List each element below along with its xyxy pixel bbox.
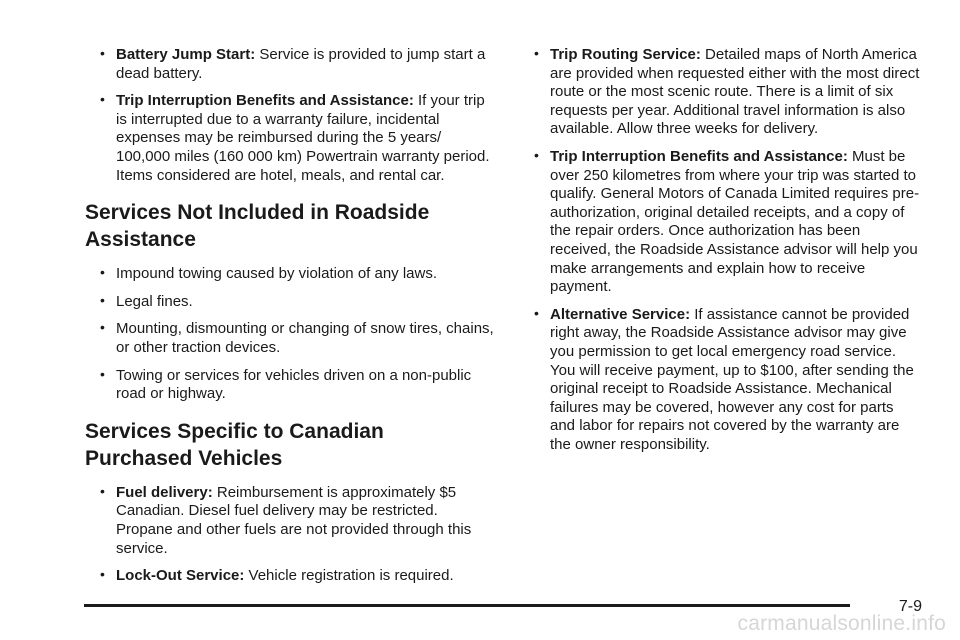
item-text: Vehicle registration is required. bbox=[244, 567, 454, 585]
item-text: Reimbursement is approximately $5 Canadian. Diesel fuel delivery may be restricted. Propane and other fuels are not provided through this service. bbox=[116, 483, 472, 557]
item-text: Towing or services for vehicles driven on a non-public road or highway. bbox=[116, 366, 472, 403]
list-item bbox=[96, 320, 494, 357]
right-column bbox=[530, 46, 922, 463]
list-item bbox=[96, 46, 494, 83]
bullet-icon: • bbox=[100, 45, 105, 61]
list-item bbox=[530, 148, 922, 297]
bullet-icon: • bbox=[100, 91, 105, 108]
item-term: Lock-Out Service: bbox=[116, 567, 245, 585]
list-item bbox=[96, 265, 494, 284]
heading-canadian: Services Specific to Canadian Purchased Vehicles bbox=[85, 419, 384, 470]
canadian-services-list bbox=[96, 484, 494, 586]
item-term: Alternative Service: bbox=[550, 305, 691, 323]
list-item bbox=[96, 367, 494, 404]
heading-not-included: Services Not Included in Roadside Assistance bbox=[85, 201, 430, 252]
item-text: Service is provided to jump start a dead battery. bbox=[116, 46, 486, 82]
bullet-icon: • bbox=[100, 264, 105, 281]
item-term: Trip Interruption Benefits and Assistance: bbox=[550, 147, 848, 165]
item-text: Legal fines. bbox=[116, 292, 193, 310]
item-text: If your trip is interrupted due to a warranty failure, incidental expenses may be reimbursed during the 5 years/ 100,000 miles (160 000 km) Powertrain warranty period. Items considered are hotel, meals, and rental car. bbox=[116, 92, 490, 184]
item-text: Impound towing caused by violation of any laws. bbox=[116, 265, 438, 283]
footer-rule bbox=[84, 604, 850, 607]
services-list-top bbox=[96, 46, 494, 185]
left-column bbox=[85, 45, 494, 595]
bullet-icon: • bbox=[100, 566, 105, 583]
item-term: Trip Routing Service: bbox=[550, 46, 701, 63]
item-text: Must be over 250 kilometres from where your trip was started to qualify. General Motors of Canada Limited requires pre-authorization, original detailed receipts, and a copy of the repair orders. Once authorization has been received, the Roadside Assistance advisor will help you make arrangements and explain how to receive payment. bbox=[550, 147, 920, 296]
list-item bbox=[96, 567, 494, 586]
page-number: 7-9 bbox=[898, 598, 922, 615]
item-term: Battery Jump Start: bbox=[116, 46, 256, 63]
services-not-included-list bbox=[96, 265, 494, 404]
item-text: If assistance cannot be provided right away, the Roadside Assistance advisor may give you permission to get local emergency road service. You will receive payment, up to $100, after sending the original receipt to Roadside Assistance. Mechanical failures may be covered, however any cost for parts and labor for repairs not covered by the warranty are the owner responsibility. bbox=[550, 305, 914, 453]
bullet-icon: • bbox=[534, 45, 539, 61]
bullet-icon: • bbox=[534, 304, 539, 321]
bullet-icon: • bbox=[100, 291, 105, 308]
item-term: Fuel delivery: bbox=[116, 483, 213, 501]
bullet-icon: • bbox=[100, 319, 105, 336]
list-item bbox=[96, 293, 494, 312]
list-item bbox=[530, 46, 922, 139]
item-text: Detailed maps of North America are provided when requested either with the most direct route or the most scenic route. There is a limit of six requests per year. Additional travel information is also available. Allow three weeks for delivery. bbox=[550, 46, 920, 138]
list-item bbox=[530, 306, 922, 455]
bullet-icon: • bbox=[100, 482, 105, 499]
item-text: Mounting, dismounting or changing of snow tires, chains, or other traction devices. bbox=[116, 320, 494, 356]
services-list-right bbox=[530, 46, 922, 454]
item-term: Trip Interruption Benefits and Assistance: bbox=[116, 92, 414, 110]
bullet-icon: • bbox=[534, 146, 539, 163]
bullet-icon: • bbox=[100, 365, 105, 382]
list-item bbox=[96, 484, 494, 558]
list-item bbox=[96, 92, 494, 185]
watermark: carmanualsonline.info bbox=[737, 612, 946, 635]
